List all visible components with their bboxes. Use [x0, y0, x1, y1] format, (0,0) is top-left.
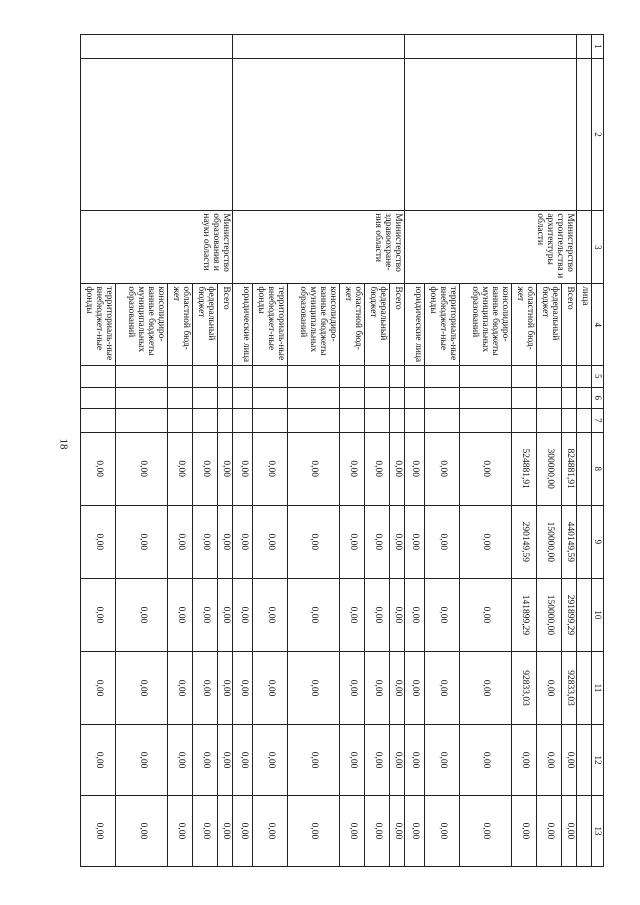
- col-header: 1: [591, 35, 603, 59]
- value-cell: 0,00: [459, 725, 511, 796]
- empty-cell: [404, 387, 424, 408]
- col-header: 4: [591, 284, 603, 366]
- value-cell: 141899,29: [511, 578, 536, 651]
- source-label: областной бюд-жет: [340, 284, 365, 366]
- empty-cell: [288, 409, 340, 433]
- value-cell: 0,00: [561, 725, 576, 796]
- value-cell: 0,00: [459, 795, 511, 866]
- owner-name: Министерство здравоохране-ния области: [233, 211, 405, 284]
- value-cell: 291899,29: [561, 578, 576, 651]
- empty-cell: [404, 409, 424, 433]
- value-cell: 0,00: [288, 578, 340, 651]
- value-cell: 0,00: [193, 651, 218, 724]
- value-cell: 0,00: [233, 505, 253, 578]
- value-cell: 0,00: [340, 795, 365, 866]
- empty-cell: [193, 366, 218, 387]
- empty-cell: [340, 366, 365, 387]
- value-cell: 0,00: [404, 432, 424, 505]
- source-label: территориаль-ные внебюджет-ные фонды: [253, 284, 288, 366]
- value-cell: 0,00: [168, 795, 193, 866]
- value-cell: 0,00: [364, 432, 389, 505]
- empty-cell: [404, 366, 424, 387]
- empty-cell: [340, 387, 365, 408]
- empty-cell: [459, 387, 511, 408]
- value-cell: 150000,00: [536, 505, 561, 578]
- empty-cell: [253, 409, 288, 433]
- value-cell: 0,00: [116, 505, 168, 578]
- empty-cell: [389, 366, 404, 387]
- col-header: 8: [591, 432, 603, 505]
- empty-cell: [193, 409, 218, 433]
- empty-cell: [233, 409, 253, 433]
- empty-cell: [561, 366, 576, 387]
- empty-cell: [459, 366, 511, 387]
- budget-table-frame: [86, 34, 604, 867]
- value-cell: 0,00: [424, 795, 459, 866]
- value-cell: 0,00: [116, 578, 168, 651]
- empty-cell: [233, 366, 253, 387]
- empty-cell: [536, 409, 561, 433]
- value-cell: 0,00: [459, 651, 511, 724]
- empty-cell: [288, 387, 340, 408]
- value-cell: 0,00: [218, 725, 233, 796]
- col-header: 5: [591, 366, 603, 387]
- value-cell: 92833,03: [511, 651, 536, 724]
- value-cell: 0,00: [389, 795, 404, 866]
- empty-cell: [288, 366, 340, 387]
- value-cell: 0,00: [424, 505, 459, 578]
- value-cell: 0,00: [218, 578, 233, 651]
- value-cell: 0,00: [424, 432, 459, 505]
- empty-cell: [81, 409, 116, 433]
- budget-table: [80, 34, 604, 867]
- empty-cell: [340, 409, 365, 433]
- value-cell: 0,00: [404, 505, 424, 578]
- cell-col1: [81, 35, 233, 59]
- source-label: Всего: [389, 284, 404, 366]
- cell-col2: [233, 58, 405, 211]
- carry-over-row: [576, 35, 591, 867]
- empty-cell: [116, 387, 168, 408]
- empty-cell: [389, 409, 404, 433]
- source-label: консолидиро-ванные бюджеты муниципальных образований: [459, 284, 511, 366]
- empty-cell: [218, 366, 233, 387]
- value-cell: 0,00: [168, 725, 193, 796]
- value-cell: 0,00: [340, 725, 365, 796]
- value-cell: 0,00: [253, 725, 288, 796]
- value-cell: 0,00: [193, 578, 218, 651]
- value-cell: 0,00: [168, 578, 193, 651]
- empty-cell: [511, 387, 536, 408]
- empty-cell: [116, 366, 168, 387]
- col-header: 9: [591, 505, 603, 578]
- value-cell: 0,00: [193, 505, 218, 578]
- value-cell: 0,00: [424, 725, 459, 796]
- value-cell: 440149,59: [561, 505, 576, 578]
- value-cell: 0,00: [116, 725, 168, 796]
- cell-col1: [404, 35, 576, 59]
- value-cell: 0,00: [233, 795, 253, 866]
- value-cell: 0,00: [288, 651, 340, 724]
- value-cell: 0,00: [364, 505, 389, 578]
- value-cell: 0,00: [288, 505, 340, 578]
- source-label: федеральный бюджет: [536, 284, 561, 366]
- value-cell: 0,00: [288, 725, 340, 796]
- empty-cell: [536, 387, 561, 408]
- empty-cell: [459, 409, 511, 433]
- value-cell: 0,00: [424, 651, 459, 724]
- value-cell: 0,00: [389, 578, 404, 651]
- value-cell: 0,00: [233, 725, 253, 796]
- empty-cell: [511, 409, 536, 433]
- source-label: областной бюд-жет: [511, 284, 536, 366]
- empty-cell: [218, 387, 233, 408]
- empty-cell: [364, 387, 389, 408]
- owner-name: Министерство образования и науки области: [81, 211, 233, 284]
- value-cell: 0,00: [459, 432, 511, 505]
- value-cell: 0,00: [404, 578, 424, 651]
- empty-cell: [536, 366, 561, 387]
- empty-cell: [424, 409, 459, 433]
- col-header: 10: [591, 578, 603, 651]
- table-row: [218, 35, 233, 867]
- empty-cell: [218, 409, 233, 433]
- value-cell: 0,00: [364, 795, 389, 866]
- value-cell: 0,00: [233, 578, 253, 651]
- value-cell: 0,00: [253, 795, 288, 866]
- value-cell: 0,00: [340, 578, 365, 651]
- value-cell: 0,00: [340, 432, 365, 505]
- value-cell: 824881,91: [561, 432, 576, 505]
- value-cell: 0,00: [536, 651, 561, 724]
- value-cell: 0,00: [253, 578, 288, 651]
- cell-col2: [81, 58, 233, 211]
- empty-cell: [511, 366, 536, 387]
- value-cell: 0,00: [218, 432, 233, 505]
- col-header: 7: [591, 409, 603, 433]
- source-label: федеральный бюджет: [364, 284, 389, 366]
- empty-cell: [364, 409, 389, 433]
- value-cell: 0,00: [168, 651, 193, 724]
- empty-cell: [561, 387, 576, 408]
- owner-name: Министерство строительства и архитектуры области: [404, 211, 576, 284]
- value-cell: 0,00: [218, 505, 233, 578]
- page-number: 18: [57, 438, 70, 450]
- value-cell: 300000,00: [536, 432, 561, 505]
- value-cell: 0,00: [364, 725, 389, 796]
- value-cell: 0,00: [116, 795, 168, 866]
- source-label: Всего: [218, 284, 233, 366]
- value-cell: 290149,59: [511, 505, 536, 578]
- value-cell: 0,00: [364, 578, 389, 651]
- value-cell: 0,00: [389, 505, 404, 578]
- column-number-row: [591, 35, 603, 867]
- value-cell: 0,00: [116, 432, 168, 505]
- col-header: 12: [591, 725, 603, 796]
- empty-cell: [168, 366, 193, 387]
- empty-cell: [116, 409, 168, 433]
- value-cell: 0,00: [340, 651, 365, 724]
- value-cell: 0,00: [511, 795, 536, 866]
- value-cell: 0,00: [536, 725, 561, 796]
- value-cell: 0,00: [193, 432, 218, 505]
- source-label: областной бюд-жет: [168, 284, 193, 366]
- value-cell: 0,00: [389, 725, 404, 796]
- source-label: Всего: [561, 284, 576, 366]
- empty-cell: [253, 366, 288, 387]
- empty-cell: [424, 387, 459, 408]
- value-cell: 0,00: [253, 651, 288, 724]
- empty-cell: [253, 387, 288, 408]
- table-row: [389, 35, 404, 867]
- empty-cell: [233, 387, 253, 408]
- value-cell: 0,00: [168, 432, 193, 505]
- col-header: 13: [591, 795, 603, 866]
- value-cell: 0,00: [536, 795, 561, 866]
- col-header: 2: [591, 58, 603, 211]
- value-cell: 0,00: [364, 651, 389, 724]
- source-label: территориаль-ные внебюджет-ные фонды: [424, 284, 459, 366]
- empty-cell: [81, 366, 116, 387]
- value-cell: 0,00: [193, 725, 218, 796]
- source-label: юридические лица: [233, 284, 253, 366]
- empty-cell: [193, 387, 218, 408]
- value-cell: 0,00: [404, 725, 424, 796]
- value-cell: 0,00: [288, 432, 340, 505]
- value-cell: 0,00: [389, 651, 404, 724]
- cell-col1: [233, 35, 405, 59]
- value-cell: 0,00: [340, 505, 365, 578]
- col-header: 3: [591, 211, 603, 284]
- value-cell: 0,00: [233, 432, 253, 505]
- rotated-page: [86, 34, 604, 867]
- empty-cell: [168, 409, 193, 433]
- value-cell: 0,00: [288, 795, 340, 866]
- value-cell: 0,00: [404, 795, 424, 866]
- carry-over-label: лица: [576, 284, 591, 366]
- source-label: территориаль-ные внебюджет-ные фонды: [81, 284, 116, 366]
- table-row: [561, 35, 576, 867]
- value-cell: 0,00: [168, 505, 193, 578]
- value-cell: 0,00: [218, 651, 233, 724]
- cell-col2: [404, 58, 576, 211]
- value-cell: 92833,03: [561, 651, 576, 724]
- value-cell: 0,00: [561, 795, 576, 866]
- empty-cell: [364, 366, 389, 387]
- value-cell: 0,00: [81, 725, 116, 796]
- source-label: консолидиро-ванные бюджеты муниципальных образований: [288, 284, 340, 366]
- value-cell: 0,00: [404, 651, 424, 724]
- col-header: 6: [591, 387, 603, 408]
- value-cell: 0,00: [459, 505, 511, 578]
- col-header: 11: [591, 651, 603, 724]
- source-label: федеральный бюджет: [193, 284, 218, 366]
- table-body: [81, 35, 604, 867]
- empty-cell: [389, 387, 404, 408]
- value-cell: 0,00: [81, 651, 116, 724]
- value-cell: 150000,00: [536, 578, 561, 651]
- value-cell: 0,00: [253, 505, 288, 578]
- source-label: юридические лица: [404, 284, 424, 366]
- value-cell: 0,00: [116, 651, 168, 724]
- source-label: консолидиро-ванные бюджеты муниципальных образований: [116, 284, 168, 366]
- value-cell: 524881,91: [511, 432, 536, 505]
- value-cell: 0,00: [233, 651, 253, 724]
- value-cell: 0,00: [459, 578, 511, 651]
- value-cell: 0,00: [81, 505, 116, 578]
- value-cell: 0,00: [511, 725, 536, 796]
- value-cell: 0,00: [218, 795, 233, 866]
- value-cell: 0,00: [424, 578, 459, 651]
- value-cell: 0,00: [81, 432, 116, 505]
- empty-cell: [81, 387, 116, 408]
- value-cell: 0,00: [193, 795, 218, 866]
- empty-cell: [168, 387, 193, 408]
- value-cell: 0,00: [389, 432, 404, 505]
- value-cell: 0,00: [253, 432, 288, 505]
- value-cell: 0,00: [81, 578, 116, 651]
- empty-cell: [561, 409, 576, 433]
- empty-cell: [424, 366, 459, 387]
- value-cell: 0,00: [81, 795, 116, 866]
